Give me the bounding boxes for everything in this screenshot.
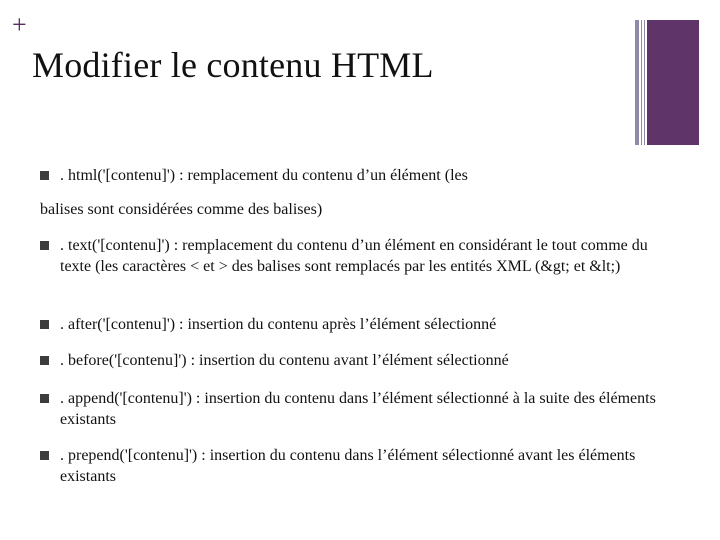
list-item-text: . after('[contenu]') : insertion du contenu après l’élément sélectionné	[60, 316, 497, 333]
list-item-before	[40, 350, 680, 371]
accent-line	[641, 20, 642, 145]
list-item-html	[40, 165, 680, 186]
slide-title: Modifier le contenu HTML	[32, 45, 434, 85]
list-item-text: . text('[contenu]') : remplacement du contenu d’un élément en considérant le tout comme du texte (les caractères < et > des balises sont remplacés par les entités XML (&gt; et &lt;)	[60, 237, 648, 275]
bullet-icon	[40, 320, 49, 329]
list-item-append	[40, 388, 680, 430]
accent-block	[647, 20, 699, 145]
accent-line	[635, 20, 639, 145]
accent-line	[644, 20, 645, 145]
list-item-text: . before('[contenu]') : insertion du contenu avant l’élément sélectionné	[60, 352, 509, 369]
list-item-prepend	[40, 445, 680, 487]
bullet-icon	[40, 451, 49, 460]
bullet-icon	[40, 356, 49, 365]
bullet-icon	[40, 394, 49, 403]
list-item-text: . append('[contenu]') : insertion du contenu dans l’élément sélectionné à la suite des éléments existants	[60, 390, 656, 428]
list-item-after	[40, 314, 680, 335]
list-item-text-method	[40, 235, 680, 277]
plus-decoration: +	[12, 10, 27, 39]
bullet-icon	[40, 171, 49, 180]
list-item-text: . html('[contenu]') : remplacement du contenu d’un élément (les	[60, 167, 468, 184]
list-item-continuation: balises sont considérées comme des balises)	[40, 201, 323, 218]
list-item-text: . prepend('[contenu]') : insertion du contenu dans l’élément sélectionné avant les éléments existants	[60, 447, 636, 485]
bullet-icon	[40, 241, 49, 250]
